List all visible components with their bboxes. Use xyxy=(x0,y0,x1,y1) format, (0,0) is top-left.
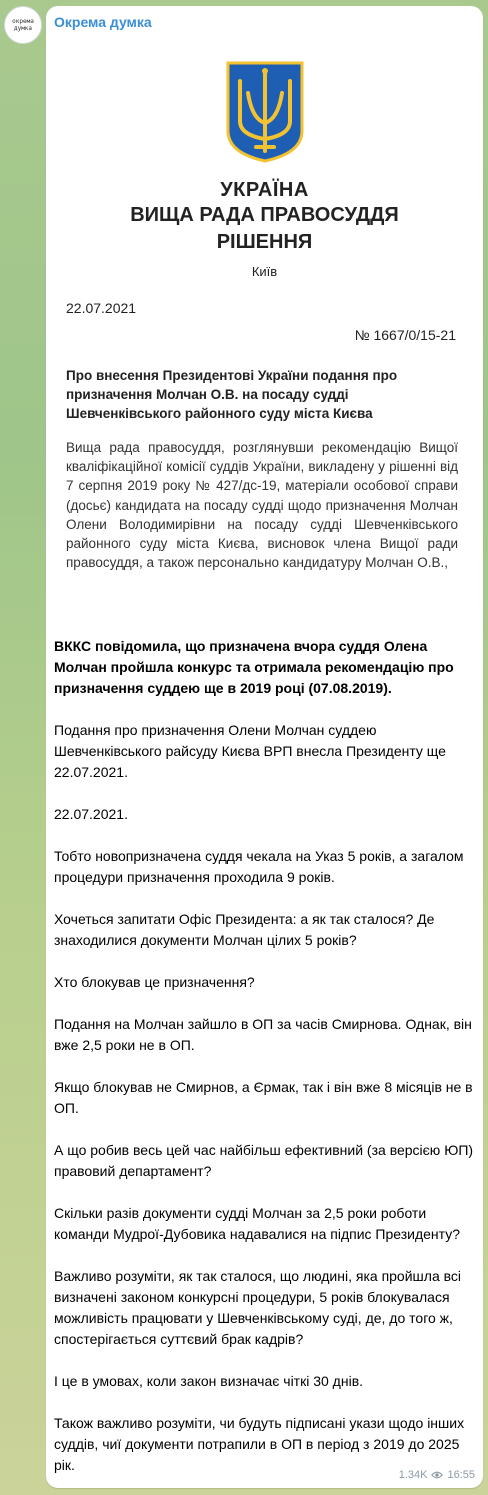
doc-city: Київ xyxy=(251,264,278,279)
message-paragraph: Якщо блокував не Смирнов, а Єрмак, так і він вже 8 місяців не в ОП. xyxy=(54,1079,473,1116)
message-text xyxy=(54,636,474,1488)
doc-country-heading: УКРАЇНА xyxy=(220,179,309,201)
doc-council-heading: ВИЩА РАДА ПРАВОСУДДЯ xyxy=(130,204,399,226)
trident-coat-of-arms-icon xyxy=(226,61,304,163)
message-meta xyxy=(399,1469,475,1481)
message-paragraph: Хочеться запитати Офіс Президента: а як так сталося? Де знаходилися документи Молчан цілих 5 років? xyxy=(54,911,435,948)
doc-date: 22.07.2021 xyxy=(66,300,137,316)
avatar-text-line2: думка xyxy=(13,25,33,32)
doc-body: Вища рада правосуддя, розглянувши рекомендацію Вищої кваліфікаційної комісії суддів України, викладену у рішенні від 7 серпня 2019 року № 427/дс-19, матеріали особової справи (досьє) кандидата на посаду судді щодо призначення Молчан Олени Володимирівни на посаду судді Шевченківського районного суду міста Києва, висновок члена Вищої ради правосуддя, а також персонально кандидатуру Молчан О.В., xyxy=(66,440,458,571)
avatar-text-line1: окрема xyxy=(12,18,34,25)
message-paragraph: 22.07.2021. xyxy=(54,806,128,822)
view-count: 1.34K xyxy=(398,1469,428,1481)
message-paragraph: І це в умовах, коли закон визначає чіткі 30 днів. xyxy=(54,1373,364,1389)
message-bubble xyxy=(46,6,483,1488)
channel-avatar[interactable] xyxy=(4,6,42,44)
message-time: 16:55 xyxy=(447,1469,475,1481)
doc-type-heading: РІШЕННЯ xyxy=(216,231,313,253)
doc-subject: Про внесення Президентові України подання про призначення Молчан О.В. на посаду судді Шевченківського районного суду міста Києва xyxy=(66,368,398,421)
eye-icon xyxy=(431,1471,443,1479)
message-paragraph: Також важливо розуміти, чи будуть підписані укази щодо інших суддів, чиї документи потрапили в ОП в період з 2019 до 2025 рік. xyxy=(54,1415,465,1473)
message-paragraph: Хто блокував це призначення? xyxy=(54,974,255,990)
message-paragraph: Подання на Молчан зайшло в ОП за часів Смирнова. Однак, він вже 2,5 роки не в ОП. xyxy=(54,1016,472,1053)
message-paragraph: А що робив весь цей час найбільш ефективний (за версією ЮП) правовий департамент? xyxy=(54,1142,474,1179)
document-image[interactable] xyxy=(46,36,483,633)
message-paragraph: Тобто новопризначена суддя чекала на Указ 5 років, а загалом процедури призначення проходила 9 років. xyxy=(54,848,464,885)
channel-name[interactable]: Окрема думка xyxy=(54,14,152,30)
doc-number: № 1667/0/15-21 xyxy=(354,327,456,343)
message-paragraph: ВККС повідомила, що призначена вчора суддя Олена Молчан пройшла конкурс та отримала рекомендацію про призначення суддею ще в 2019 році (07.08.2019). xyxy=(54,638,454,696)
message-paragraph: Скільки разів документи судді Молчан за 2,5 роки роботи команди Мудрої-Дубовика надавалися на підпис Президенту? xyxy=(54,1205,461,1242)
message-paragraph: Подання про призначення Олени Молчан суддею Шевченківського райсуду Києва ВРП внесла Президенту ще 22.07.2021. xyxy=(54,722,446,780)
message-paragraph: Важливо розуміти, як так сталося, що людині, яка пройшла всі визначені законом конкурсні процедури, 5 років блокувалася можливість працювати у Шевченківському суді, де, до того ж, спостерігається суттєвий брак кадрів? xyxy=(54,1268,462,1347)
